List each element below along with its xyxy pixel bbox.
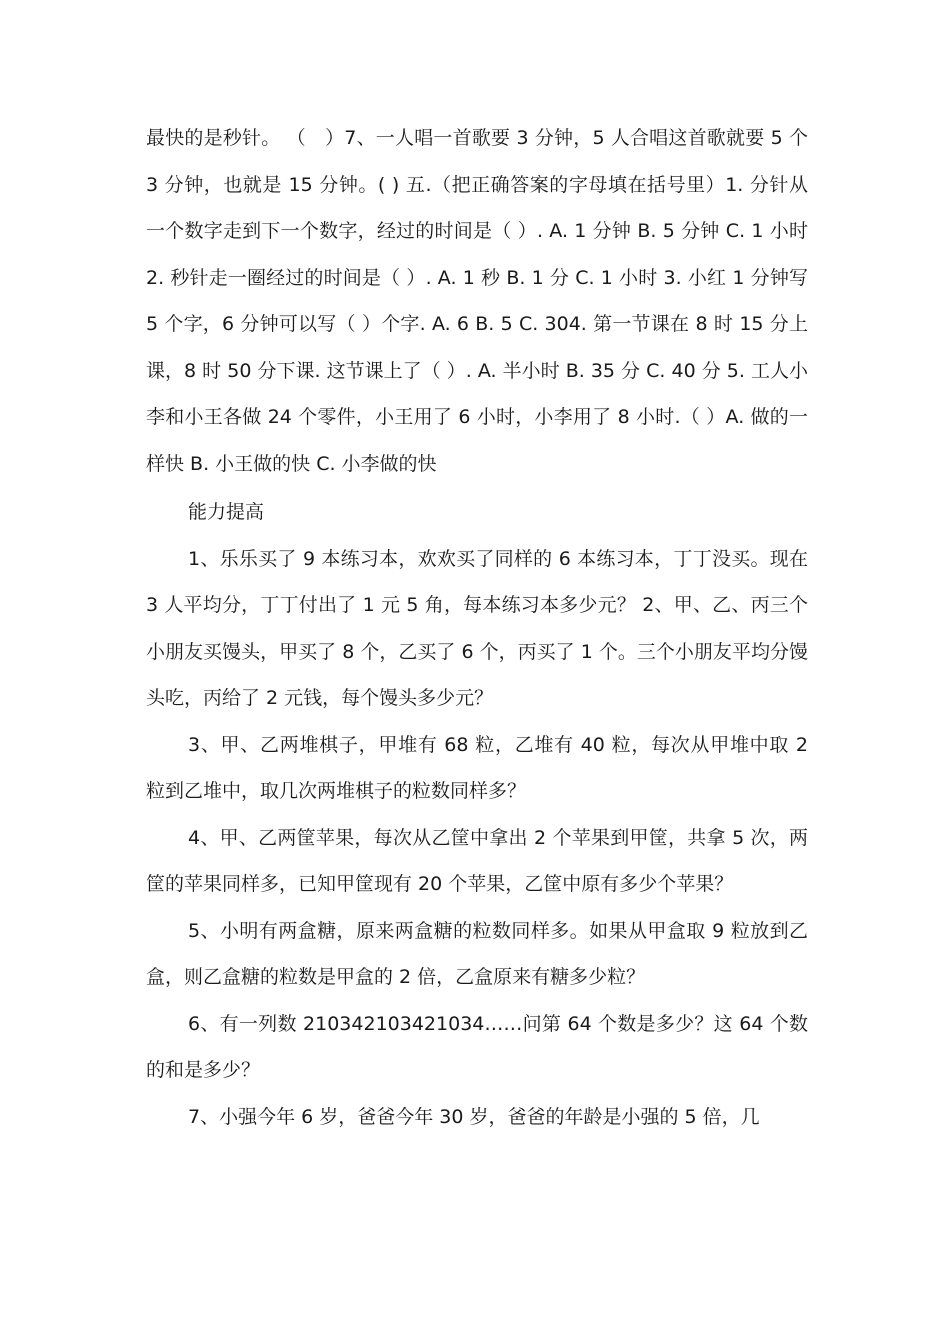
paragraph-question-1-2: 1、乐乐买了 9 本练习本，欢欢买了同样的 6 本练习本，丁丁没买。现在 3 人平均分，丁丁付出了 1 元 5 角，每本练习本多少元？ 2、甲、乙、丙三个小朋友买馒头，甲买了 8 个，乙买了 6 个，丙买了 1 个。三个小朋友平均分馒头吃，丙给了 2 元钱，每个馒头多少元？ (146, 547, 808, 709)
paragraph-question-5: 5、小明有两盒糖，原来两盒糖的粒数同样多。如果从甲盒取 9 粒放到乙盒，则乙盒糖的粒数是甲盒的 2 倍，乙盒原来有糖多少粒？ (146, 919, 808, 988)
paragraph-question-6: 6、有一列数 210342103421034……问第 64 个数是多少？这 64 个数的和是多少？ (146, 1012, 808, 1081)
paragraph-question-7: 7、小强今年 6 岁，爸爸今年 30 岁，爸爸的年龄是小强的 5 倍，几 (188, 1105, 760, 1128)
paragraph-question-3: 3、甲、乙两堆棋子，甲堆有 68 粒，乙堆有 40 粒，每次从甲堆中取 2 粒到乙堆中，取几次两堆棋子的粒数同样多？ (146, 733, 808, 802)
paragraph-exercise-continued: 最快的是秒针。 （ ）7、一人唱一首歌要 3 分钟，5 人合唱这首歌就要 5 个 3 分钟，也就是 15 分钟。( ) 五.（把正确答案的字母填在括号里）1. 分针从一个数字走到下一个数字，经过的时间是（ ）. A. 1 分钟 B. 5 分钟 C. 1 小时 2. 秒针走一圈经过的时间是（ ）. A. 1 秒 B. 1 分 C. 1 小时 3. 小红 1 分钟写 5 个字，6 分钟可以写（ ）个字. A. 6 B. 5 C. 304. 第一节课在 8 时 15 分上课，8 时 50 分下课. 这节课上了（ ）. A. 半小时 B. 35 分 C. 40 分 5. 工人小李和小王各做 24 个零件，小王用了 6 小时，小李用了 8 小时.（ ）A. 做的一样快 B. 小王做的快 C. 小李做的快 (146, 127, 808, 475)
document-body (146, 115, 808, 1140)
paragraph-question-4: 4、甲、乙两筐苹果，每次从乙筐中拿出 2 个苹果到甲筐，共拿 5 次，两筐的苹果同样多，已知甲筐现有 20 个苹果，乙筐中原有多少个苹果？ (146, 826, 808, 895)
section-heading-ability: 能力提高 (188, 501, 265, 523)
